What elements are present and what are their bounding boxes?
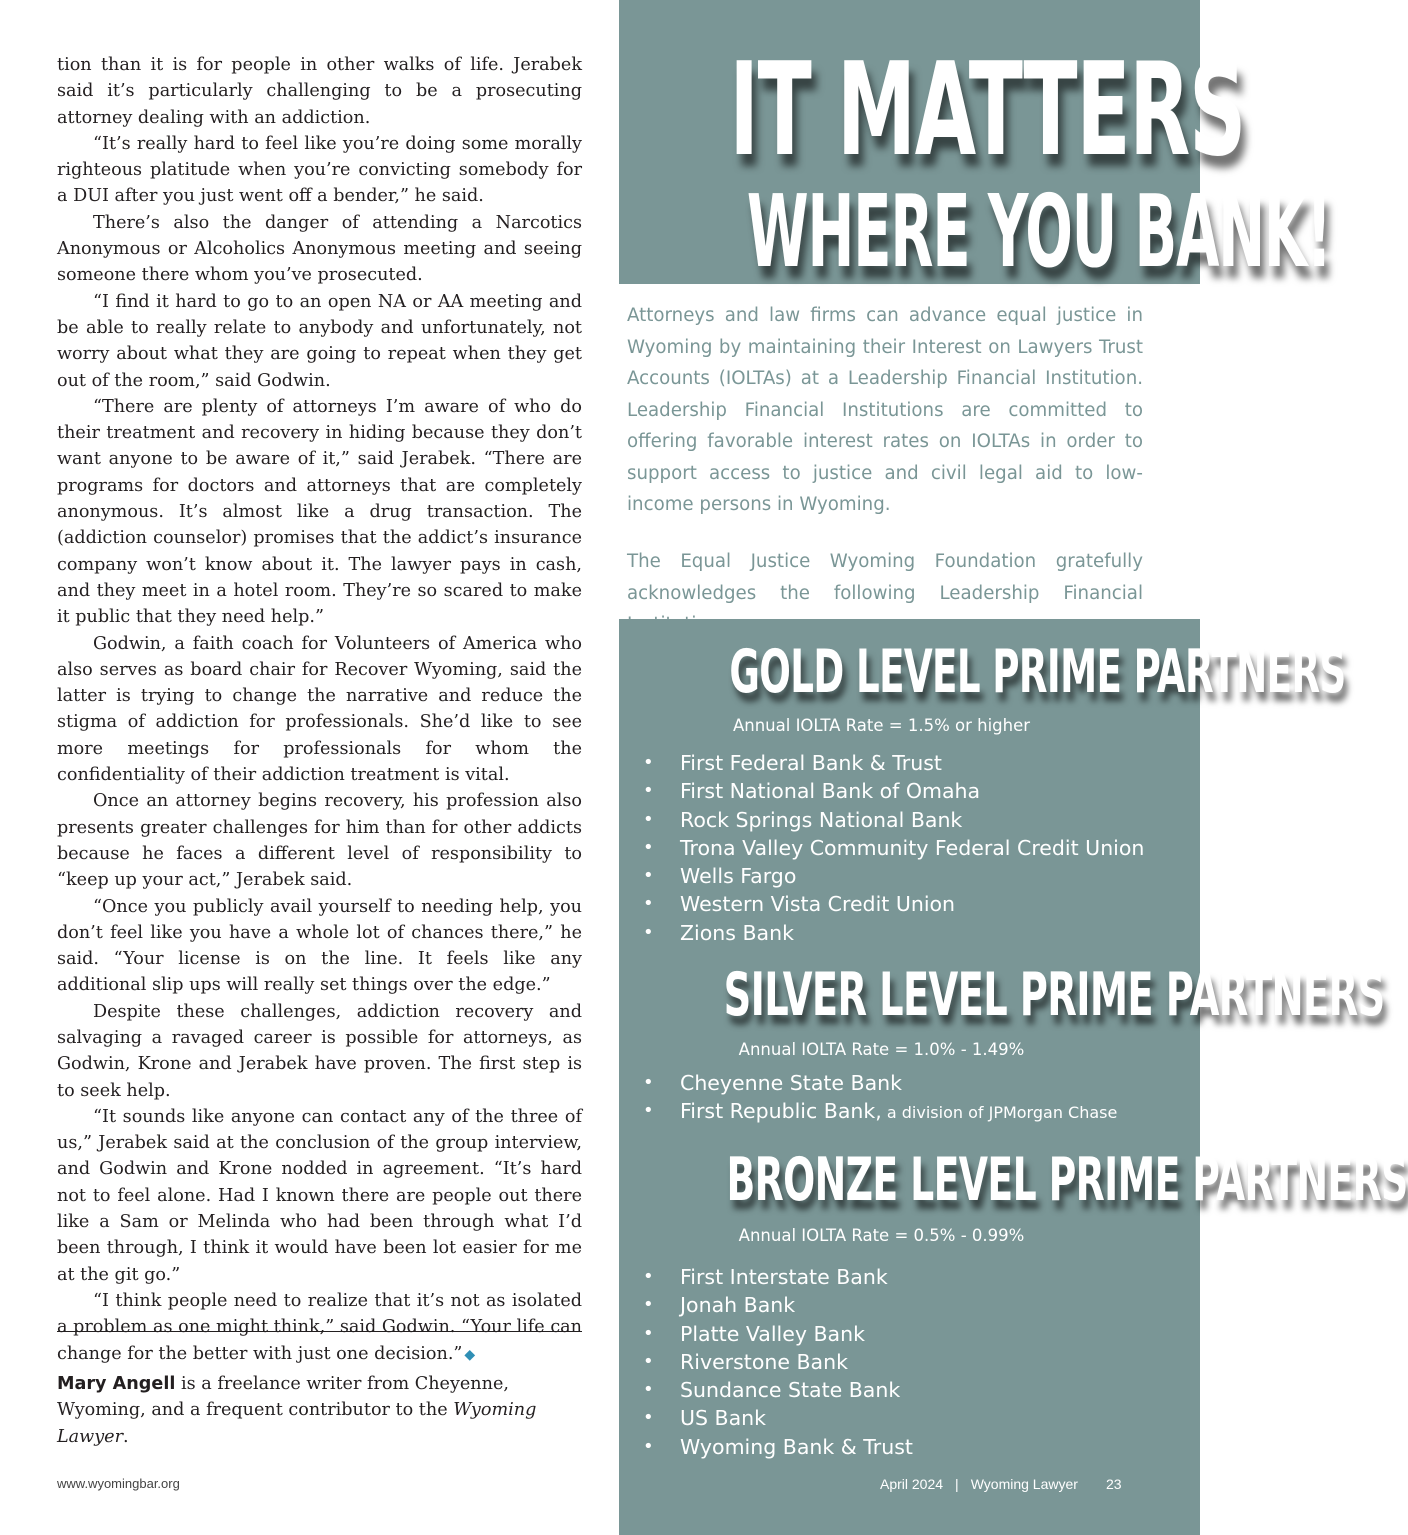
end-diamond-icon: ◆ (464, 1346, 476, 1363)
bio-divider (57, 1331, 582, 1332)
footer-date: April 2024 (880, 1476, 944, 1492)
list-item (643, 1263, 913, 1291)
article-paragraph: Despite these challenges, addiction recovery and salvaging a ravaged career is possible for attorneys, as Godwin, Krone and Jerabek have proven. The first step is to seek help. (57, 1001, 582, 1101)
list-item (643, 919, 1144, 947)
bank-name: Platte Valley Bank (680, 1321, 865, 1346)
list-item (643, 1348, 913, 1376)
bank-name: Zions Bank (680, 920, 794, 945)
ad-acknowledgement: The Equal Justice Wyoming Foundation gratefully acknowledges the following Leadership Financial (627, 551, 1143, 604)
list-item (643, 1320, 913, 1348)
bullet-icon: • (643, 1100, 654, 1122)
article-paragraph: “It sounds like anyone can contact any of the three of us,” Jerabek said at the conclusion of the group interview, and Godwin and Krone nodded in agreement. “It’s hard not to feel alone. Had I known there are people out there like a Sam or Melinda who had been through what I’d been through, I think it would have been lot easier for me at the git go.” (57, 1106, 582, 1285)
ad-headline-line2: WHERE YOU BANK! (746, 173, 1331, 290)
list-item (643, 1404, 913, 1432)
silver-tier-title: SILVER LEVEL PRIME PARTNERS (723, 960, 1385, 1030)
bullet-icon: • (643, 1072, 654, 1093)
ad-headline-line1: IT MATTERS (729, 36, 1246, 185)
article-paragraph: Once an attorney begins recovery, his profession also presents greater challenges for him than for other addicts because he faces a different level of responsibility to “keep up your act,” Jerabek said. (57, 791, 582, 891)
bullet-icon: • (643, 1407, 654, 1429)
bank-name: Trona Valley Community Federal Credit Union (680, 835, 1145, 860)
article-paragraph: tion than it is for people in other walks of life. Jerabek said it’s particularly challenging to be a prosecuting attorney dealing with an addiction. (57, 55, 582, 128)
bronze-bank-list (643, 1263, 913, 1461)
author-bio (57, 1371, 582, 1450)
page-number: 23 (1105, 1476, 1122, 1492)
article-paragraph: “I find it hard to go to an open NA or AA meeting and be able to really relate to anybody and unfortunately, not worry about what they are going to repeat when they get out of the room,” said Godwin. (57, 291, 582, 391)
gold-tier-title: GOLD LEVEL PRIME PARTNERS (729, 637, 1346, 707)
bank-name: First Republic Bank, (680, 1099, 882, 1124)
article-last-paragraph (57, 1288, 582, 1368)
bank-name: Wells Fargo (680, 864, 797, 889)
ad-intro: Attorneys and law firms can advance equal justice in Wyoming by maintaining their Interest on Lawyers Trust Accounts (IOLTAs) at a Leadership Financial Institution. Leadership Financial Institutions are committed to offering favorable interest rates on IOLTAs in order to support access to justice and civil legal aid to low-income persons in Wyoming. (627, 305, 1143, 515)
bronze-tier-rate: Annual IOLTA Rate = 0.5% - 0.99% (738, 1226, 1025, 1245)
silver-tier-rate: Annual IOLTA Rate = 1.0% - 1.49% (738, 1040, 1025, 1059)
list-item (643, 749, 1144, 777)
bank-name: Rock Springs National Bank (680, 807, 963, 832)
bank-name: Jonah Bank (680, 1293, 796, 1318)
article-paragraph-text: “I think people need to realize that it’s not as isolated a problem as one might think,” said Godwin. “Your life can change for the better with just one decision.” (57, 1290, 582, 1364)
list-item (643, 1376, 913, 1404)
bronze-tier-title: BRONZE LEVEL PRIME PARTNERS (726, 1145, 1408, 1215)
bank-name: Riverstone Bank (680, 1349, 848, 1374)
article-paragraph: “It’s really hard to feel like you’re doing some morally righteous platitude when you’re convicting somebody for a DUI after you just went off a bender,” he said. (57, 133, 582, 207)
list-item (643, 862, 1144, 890)
list-item (643, 777, 1144, 805)
list-item (643, 806, 1144, 834)
bullet-icon: • (643, 780, 654, 802)
bullet-icon: • (643, 1322, 654, 1344)
bullet-icon: • (643, 1294, 654, 1316)
article-paragraph: “Once you publicly avail yourself to needing help, you don’t feel like you have a whole lot of chances there,” he said. “Your license is on the line. It feels like any additional slip ups will really set things over the edge.” (57, 896, 582, 996)
list-item (643, 890, 1144, 918)
bullet-icon: • (643, 921, 654, 943)
article-body (57, 52, 582, 1368)
footer-publication: Wyoming Lawyer (970, 1476, 1078, 1492)
list-item (643, 1097, 1117, 1127)
bank-name: First National Bank of Omaha (680, 779, 981, 804)
bullet-icon: • (643, 1266, 654, 1287)
bio-publication: Wyoming Lawyer (57, 1400, 537, 1447)
list-item (643, 1291, 913, 1319)
author-name: Mary Angell (57, 1374, 176, 1394)
bank-name: First Federal Bank & Trust (680, 751, 942, 775)
article-paragraph: There’s also the danger of attending a Narcotics Anonymous or Alcoholics Anonymous meeting and seeing someone there whom you’ve prosecuted. (57, 212, 582, 286)
bank-name: Sundance State Bank (680, 1378, 901, 1403)
article-paragraph: “There are plenty of attorneys I’m aware of who do their treatment and recovery in hiding because they don’t want anyone to be aware of it,” said Jerabek. “There are programs for doctors and attorneys that are completely anonymous. It’s almost like a drug transaction. The (addiction counselor) promises that the addict’s insurance company won’t know about it. The lawyer pays in cash, and they meet in a hotel room. They’re so scared to make it public that they need help.” (57, 396, 582, 628)
bullet-icon: • (643, 865, 654, 887)
bullet-icon: • (643, 1350, 654, 1372)
list-item (643, 1433, 913, 1461)
bio-text: is a freelance writer from Cheyenne, Wyoming, and a frequent contributor to the (57, 1374, 509, 1421)
footer-issue-info (880, 1476, 1122, 1492)
bank-name: First Interstate Bank (680, 1265, 888, 1289)
list-item (643, 1069, 1117, 1097)
bank-name: Western Vista Credit Union (680, 892, 956, 917)
silver-bank-list (643, 1069, 1117, 1128)
footer-separator: | (955, 1476, 959, 1492)
bank-name: Cheyenne State Bank (680, 1071, 903, 1095)
bullet-icon: • (643, 1379, 654, 1401)
bio-end: . (123, 1426, 129, 1447)
article-paragraph: Godwin, a faith coach for Volunteers of America who also serves as board chair for Recover Wyoming, said the latter is trying to change the narrative and reduce the stigma of addiction for professionals. She’d like to see more meetings for professionals for whom the confidentiality of their addiction treatment is vital. (57, 633, 582, 786)
bullet-icon: • (643, 893, 654, 915)
bank-note: a division of JPMorgan Chase (881, 1103, 1118, 1123)
footer-website: www.wyomingbar.org (57, 1476, 180, 1491)
bank-name: US Bank (680, 1406, 767, 1431)
bullet-icon: • (643, 1435, 654, 1457)
list-item (643, 834, 1144, 862)
bullet-icon: • (643, 808, 654, 830)
bank-name: Wyoming Bank & Trust (680, 1434, 913, 1459)
gold-bank-list (643, 749, 1144, 947)
bullet-icon: • (643, 836, 654, 858)
gold-tier-rate: Annual IOLTA Rate = 1.5% or higher (732, 716, 1031, 735)
bullet-icon: • (643, 752, 654, 773)
